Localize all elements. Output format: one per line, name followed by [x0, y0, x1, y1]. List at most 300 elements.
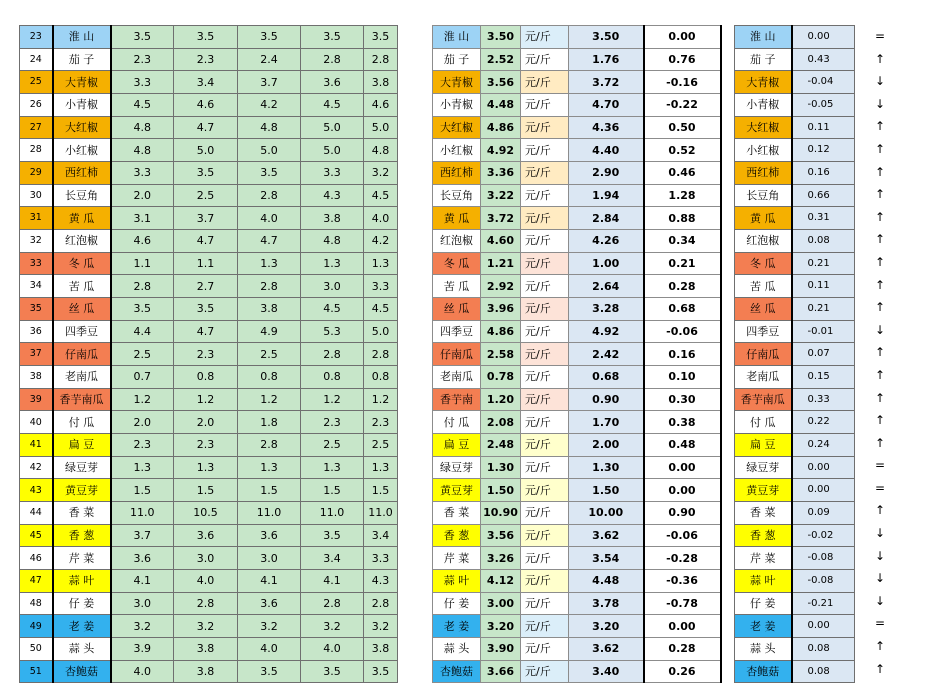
- trend-arrow-icon: ↑: [874, 119, 886, 134]
- vegetable-name: 四季豆: [735, 320, 792, 343]
- previous-price: 0.90: [569, 388, 644, 411]
- previous-price: 3.50: [569, 26, 644, 49]
- market-price-cell: 4.2: [364, 230, 398, 253]
- previous-price: 1.30: [569, 456, 644, 479]
- unit-label: 元/斤: [521, 479, 569, 502]
- average-price: 4.48: [481, 94, 521, 117]
- percent-change: -0.01: [792, 320, 855, 343]
- trend-arrow-icon: ↑: [874, 300, 886, 315]
- average-price: 2.48: [481, 434, 521, 457]
- previous-price: 2.64: [569, 275, 644, 298]
- previous-price: 4.92: [569, 320, 644, 343]
- market-price-cell: 4.1: [238, 570, 301, 593]
- table-row: [735, 411, 855, 434]
- previous-price: 1.70: [569, 411, 644, 434]
- market-price-cell: 2.3: [174, 48, 238, 71]
- unit-label: 元/斤: [521, 638, 569, 661]
- market-price-cell: 3.7: [174, 207, 238, 230]
- table-row: [433, 230, 721, 253]
- unit-label: 元/斤: [521, 207, 569, 230]
- unit-label: 元/斤: [521, 570, 569, 593]
- row-number: 41: [20, 434, 53, 457]
- vegetable-name: 小青椒: [53, 94, 111, 117]
- average-price: 1.50: [481, 479, 521, 502]
- market-price-cell: 1.2: [111, 388, 174, 411]
- previous-price: 3.54: [569, 547, 644, 570]
- market-price-cell: 1.3: [174, 456, 238, 479]
- market-price-cell: 2.3: [174, 343, 238, 366]
- vegetable-name: 香 葱: [433, 524, 481, 547]
- market-price-cell: 4.0: [364, 207, 398, 230]
- unit-label: 元/斤: [521, 26, 569, 49]
- trend-arrow-icon: =: [874, 29, 886, 43]
- table-row: [735, 230, 855, 253]
- row-number: 30: [20, 184, 53, 207]
- average-price: 1.30: [481, 456, 521, 479]
- unit-label: 元/斤: [521, 139, 569, 162]
- row-number: 26: [20, 94, 53, 117]
- market-price-cell: 2.8: [301, 592, 364, 615]
- table-row: [20, 116, 398, 139]
- vegetable-name: 杏鲍菇: [735, 660, 792, 683]
- percent-change: 0.00: [792, 456, 855, 479]
- table-row: [20, 71, 398, 94]
- market-price-cell: 2.5: [301, 434, 364, 457]
- percent-change: 0.07: [792, 343, 855, 366]
- table-row: [20, 162, 398, 185]
- market-price-cell: 1.5: [301, 479, 364, 502]
- vegetable-name: 长豆角: [735, 184, 792, 207]
- market-price-cell: 3.3: [111, 71, 174, 94]
- vegetable-name: 小红椒: [53, 139, 111, 162]
- market-price-cell: 2.0: [111, 184, 174, 207]
- previous-price: 3.40: [569, 660, 644, 683]
- price-difference: 0.88: [644, 207, 721, 230]
- table-row: [20, 660, 398, 683]
- row-number: 38: [20, 366, 53, 389]
- percent-change: 0.08: [792, 230, 855, 253]
- row-number: 24: [20, 48, 53, 71]
- table-row: [433, 71, 721, 94]
- table-row: [735, 547, 855, 570]
- market-price-cell: 2.8: [301, 48, 364, 71]
- price-difference: 0.46: [644, 162, 721, 185]
- vegetable-name: 香芋南瓜: [53, 388, 111, 411]
- vegetable-name: 冬 瓜: [53, 252, 111, 275]
- vegetable-name: 黄豆芽: [53, 479, 111, 502]
- market-price-cell: 3.5: [238, 660, 301, 683]
- percent-change: -0.21: [792, 592, 855, 615]
- previous-price: 0.68: [569, 366, 644, 389]
- table-row: [735, 298, 855, 321]
- table-row: [20, 411, 398, 434]
- average-price: 4.60: [481, 230, 521, 253]
- market-price-cell: 3.5: [238, 26, 301, 49]
- market-price-cell: 3.0: [111, 592, 174, 615]
- unit-label: 元/斤: [521, 162, 569, 185]
- row-number: 47: [20, 570, 53, 593]
- market-price-cell: 4.0: [238, 207, 301, 230]
- table-row: [735, 116, 855, 139]
- price-difference: 0.26: [644, 660, 721, 683]
- vegetable-name: 付 瓜: [433, 411, 481, 434]
- market-price-cell: 2.7: [174, 275, 238, 298]
- trend-arrow-icon: =: [874, 480, 886, 495]
- row-number: 28: [20, 139, 53, 162]
- previous-price: 3.20: [569, 615, 644, 638]
- unit-label: 元/斤: [521, 94, 569, 117]
- vegetable-name: 长豆角: [53, 184, 111, 207]
- table-row: [433, 592, 721, 615]
- vegetable-name: 仔 姜: [735, 592, 792, 615]
- vegetable-name: 仔 姜: [53, 592, 111, 615]
- table-row: [735, 48, 855, 71]
- previous-price: 2.90: [569, 162, 644, 185]
- market-price-cell: 1.2: [301, 388, 364, 411]
- average-price: 10.90: [481, 502, 521, 525]
- price-difference: 0.48: [644, 434, 721, 457]
- market-price-cell: 3.5: [174, 298, 238, 321]
- table-row: [20, 320, 398, 343]
- price-difference: 0.16: [644, 343, 721, 366]
- market-price-cell: 5.0: [301, 139, 364, 162]
- previous-price: 2.84: [569, 207, 644, 230]
- market-price-cell: 11.0: [301, 502, 364, 525]
- vegetable-name: 黄 瓜: [53, 207, 111, 230]
- market-price-cell: 3.8: [174, 638, 238, 661]
- market-price-cell: 3.6: [301, 71, 364, 94]
- trend-arrow-icon: ↑: [874, 187, 886, 202]
- percent-change: 0.43: [792, 48, 855, 71]
- vegetable-name: 香 葱: [735, 524, 792, 547]
- market-price-cell: 0.8: [174, 366, 238, 389]
- previous-price: 4.26: [569, 230, 644, 253]
- market-price-cell: 3.4: [174, 71, 238, 94]
- market-price-cell: 3.2: [238, 615, 301, 638]
- table-row: [433, 48, 721, 71]
- vegetable-name: 绿豆芽: [735, 456, 792, 479]
- trend-arrow-icon: ↓: [874, 593, 886, 608]
- trend-arrow-icon: ↑: [874, 413, 886, 428]
- market-price-cell: 4.6: [174, 94, 238, 117]
- trend-arrow-icon: ↓: [874, 96, 886, 111]
- market-price-cell: 4.5: [364, 184, 398, 207]
- vegetable-name: 黄豆芽: [735, 479, 792, 502]
- market-price-cell: 3.3: [301, 162, 364, 185]
- trend-arrow-icon: ↑: [874, 51, 886, 66]
- table-row: [735, 275, 855, 298]
- vegetable-name: 红泡椒: [735, 230, 792, 253]
- market-price-cell: 2.3: [301, 411, 364, 434]
- vegetable-name: 淮 山: [735, 26, 792, 49]
- unit-label: 元/斤: [521, 116, 569, 139]
- market-price-cell: 3.2: [111, 615, 174, 638]
- table-row: [433, 94, 721, 117]
- table-row: [20, 207, 398, 230]
- table-row: [735, 570, 855, 593]
- vegetable-name: 老南瓜: [433, 366, 481, 389]
- market-price-cell: 5.0: [364, 116, 398, 139]
- percent-change: -0.08: [792, 570, 855, 593]
- market-price-cell: 4.0: [238, 638, 301, 661]
- table-row: [735, 524, 855, 547]
- price-difference: -0.06: [644, 320, 721, 343]
- unit-label: 元/斤: [521, 366, 569, 389]
- market-price-cell: 10.5: [174, 502, 238, 525]
- previous-price: 2.42: [569, 343, 644, 366]
- market-price-cell: 1.5: [364, 479, 398, 502]
- market-price-cell: 1.2: [364, 388, 398, 411]
- table-row: [735, 434, 855, 457]
- trend-arrow-icon: =: [874, 616, 886, 631]
- vegetable-name: 蒜 叶: [433, 570, 481, 593]
- vegetable-name: 蒜 头: [735, 638, 792, 661]
- price-difference: 0.00: [644, 26, 721, 49]
- previous-price: 3.62: [569, 524, 644, 547]
- market-price-cell: 1.3: [301, 456, 364, 479]
- average-price: 3.72: [481, 207, 521, 230]
- market-price-cell: 3.8: [364, 638, 398, 661]
- market-price-cell: 5.0: [301, 116, 364, 139]
- table-row: [433, 434, 721, 457]
- market-price-cell: 3.6: [174, 524, 238, 547]
- table-row: [20, 275, 398, 298]
- previous-price: 4.36: [569, 116, 644, 139]
- market-price-cell: 4.7: [174, 230, 238, 253]
- table-row: [20, 434, 398, 457]
- table-row: [20, 343, 398, 366]
- vegetable-name: 香 菜: [53, 502, 111, 525]
- market-price-cell: 2.8: [364, 343, 398, 366]
- vegetable-name: 冬 瓜: [433, 252, 481, 275]
- vegetable-name: 老南瓜: [53, 366, 111, 389]
- average-price: 3.00: [481, 592, 521, 615]
- table-row: [433, 207, 721, 230]
- market-price-cell: 1.2: [174, 388, 238, 411]
- table-row: [735, 94, 855, 117]
- market-price-cell: 3.2: [174, 615, 238, 638]
- trend-arrow-icon: ↑: [874, 390, 886, 405]
- percent-change: -0.04: [792, 71, 855, 94]
- table-row: [433, 411, 721, 434]
- price-difference: 0.28: [644, 275, 721, 298]
- market-price-cell: 3.8: [301, 207, 364, 230]
- market-price-cell: 3.1: [111, 207, 174, 230]
- table-row: [20, 139, 398, 162]
- table-row: [20, 230, 398, 253]
- price-difference: 0.90: [644, 502, 721, 525]
- market-price-cell: 2.0: [111, 411, 174, 434]
- trend-arrow-icon: ↑: [874, 367, 886, 382]
- market-price-cell: 3.5: [174, 162, 238, 185]
- vegetable-name: 西红柿: [433, 162, 481, 185]
- vegetable-name: 蒜 叶: [735, 570, 792, 593]
- market-price-cell: 1.5: [111, 479, 174, 502]
- market-price-cell: 3.0: [238, 547, 301, 570]
- trend-arrow-icon: ↑: [874, 277, 886, 292]
- trend-arrow-icon: ↑: [874, 435, 886, 450]
- market-price-cell: 1.1: [111, 252, 174, 275]
- unit-label: 元/斤: [521, 230, 569, 253]
- market-price-cell: 4.1: [111, 570, 174, 593]
- table-row: [433, 524, 721, 547]
- table-row: [20, 502, 398, 525]
- table-row: [20, 456, 398, 479]
- price-difference: 0.00: [644, 479, 721, 502]
- vegetable-name: 蒜 叶: [53, 570, 111, 593]
- price-difference: 0.52: [644, 139, 721, 162]
- average-price: 3.90: [481, 638, 521, 661]
- market-price-cell: 2.8: [301, 343, 364, 366]
- average-price: 2.52: [481, 48, 521, 71]
- vegetable-name: 大红椒: [735, 116, 792, 139]
- market-price-cell: 3.3: [364, 275, 398, 298]
- market-price-cell: 1.1: [174, 252, 238, 275]
- table-row: [735, 366, 855, 389]
- vegetable-name: 老 姜: [53, 615, 111, 638]
- vegetable-name: 丝 瓜: [433, 298, 481, 321]
- unit-label: 元/斤: [521, 320, 569, 343]
- market-price-cell: 4.2: [238, 94, 301, 117]
- market-price-cell: 4.9: [238, 320, 301, 343]
- price-difference: 0.00: [644, 615, 721, 638]
- market-prices-table: [19, 25, 398, 683]
- previous-price: 3.78: [569, 592, 644, 615]
- table-row: [20, 638, 398, 661]
- vegetable-name: 仔南瓜: [53, 343, 111, 366]
- vegetable-name: 苦 瓜: [735, 275, 792, 298]
- trend-arrow-icon: ↑: [874, 345, 886, 360]
- table-row: [735, 252, 855, 275]
- trend-arrow-icon: ↑: [874, 141, 886, 156]
- vegetable-name: 淮 山: [433, 26, 481, 49]
- market-price-cell: 1.3: [364, 456, 398, 479]
- market-price-cell: 2.8: [238, 275, 301, 298]
- table-row: [735, 592, 855, 615]
- market-price-cell: 3.5: [364, 26, 398, 49]
- vegetable-name: 扁 豆: [53, 434, 111, 457]
- table-row: [20, 524, 398, 547]
- table-row: [433, 456, 721, 479]
- market-price-cell: 2.8: [238, 434, 301, 457]
- previous-price: 3.62: [569, 638, 644, 661]
- market-price-cell: 1.3: [238, 252, 301, 275]
- row-number: 37: [20, 343, 53, 366]
- market-price-cell: 3.5: [238, 162, 301, 185]
- table-row: [20, 26, 398, 49]
- row-number: 25: [20, 71, 53, 94]
- row-number: 46: [20, 547, 53, 570]
- vegetable-name: 老 姜: [735, 615, 792, 638]
- average-price: 3.56: [481, 71, 521, 94]
- table-row: [20, 547, 398, 570]
- previous-price: 4.70: [569, 94, 644, 117]
- percent-change: 0.00: [792, 615, 855, 638]
- table-row: [735, 343, 855, 366]
- market-price-cell: 1.3: [301, 252, 364, 275]
- row-number: 51: [20, 660, 53, 683]
- market-price-cell: 3.2: [364, 162, 398, 185]
- market-price-cell: 3.6: [111, 547, 174, 570]
- trend-arrow-icon: ↑: [874, 164, 886, 179]
- market-price-cell: 3.9: [111, 638, 174, 661]
- price-difference: -0.36: [644, 570, 721, 593]
- market-price-cell: 4.0: [174, 570, 238, 593]
- percent-change: 0.09: [792, 502, 855, 525]
- price-difference: 1.28: [644, 184, 721, 207]
- trend-arrow-icon: ↑: [874, 503, 886, 518]
- average-price: 3.96: [481, 298, 521, 321]
- vegetable-name: 黄豆芽: [433, 479, 481, 502]
- vegetable-name: 仔 姜: [433, 592, 481, 615]
- market-price-cell: 4.6: [111, 230, 174, 253]
- market-price-cell: 4.6: [364, 94, 398, 117]
- row-number: 50: [20, 638, 53, 661]
- market-price-cell: 4.8: [111, 139, 174, 162]
- percent-change: 0.00: [792, 26, 855, 49]
- market-price-cell: 3.5: [301, 26, 364, 49]
- market-price-cell: 3.0: [174, 547, 238, 570]
- vegetable-name: 香 葱: [53, 524, 111, 547]
- vegetable-name: 西红柿: [53, 162, 111, 185]
- market-price-cell: 4.7: [174, 116, 238, 139]
- market-price-cell: 0.8: [364, 366, 398, 389]
- market-price-cell: 5.0: [174, 139, 238, 162]
- table-row: [20, 48, 398, 71]
- table-row: [20, 184, 398, 207]
- unit-label: 元/斤: [521, 411, 569, 434]
- vegetable-name: 大青椒: [53, 71, 111, 94]
- average-price: 0.78: [481, 366, 521, 389]
- vegetable-name: 香 菜: [433, 502, 481, 525]
- row-number: 27: [20, 116, 53, 139]
- table-row: [735, 388, 855, 411]
- table-row: [20, 252, 398, 275]
- market-price-cell: 2.8: [111, 275, 174, 298]
- trend-arrow-icon: ↑: [874, 232, 886, 247]
- row-number: 48: [20, 592, 53, 615]
- market-price-cell: 4.8: [111, 116, 174, 139]
- vegetable-name: 大青椒: [433, 71, 481, 94]
- price-difference: -0.22: [644, 94, 721, 117]
- market-price-cell: 0.8: [301, 366, 364, 389]
- percent-change: 0.21: [792, 298, 855, 321]
- market-price-cell: 5.0: [238, 139, 301, 162]
- market-price-cell: 0.7: [111, 366, 174, 389]
- table-row: [433, 660, 721, 683]
- market-price-cell: 4.1: [301, 570, 364, 593]
- average-price: 3.20: [481, 615, 521, 638]
- vegetable-name: 仔南瓜: [735, 343, 792, 366]
- market-price-cell: 2.8: [238, 184, 301, 207]
- row-number: 36: [20, 320, 53, 343]
- percent-change: -0.08: [792, 547, 855, 570]
- row-number: 43: [20, 479, 53, 502]
- previous-price: 1.76: [569, 48, 644, 71]
- unit-label: 元/斤: [521, 48, 569, 71]
- vegetable-name: 大红椒: [53, 116, 111, 139]
- market-price-cell: 4.3: [301, 184, 364, 207]
- market-price-cell: 3.6: [238, 524, 301, 547]
- vegetable-name: 红泡椒: [53, 230, 111, 253]
- unit-label: 元/斤: [521, 547, 569, 570]
- vegetable-name: 扁 豆: [433, 434, 481, 457]
- vegetable-name: 茄 子: [433, 48, 481, 71]
- percent-change: 0.33: [792, 388, 855, 411]
- previous-price: 3.28: [569, 298, 644, 321]
- previous-price: 4.40: [569, 139, 644, 162]
- trend-arrow-icon: ↓: [874, 548, 886, 563]
